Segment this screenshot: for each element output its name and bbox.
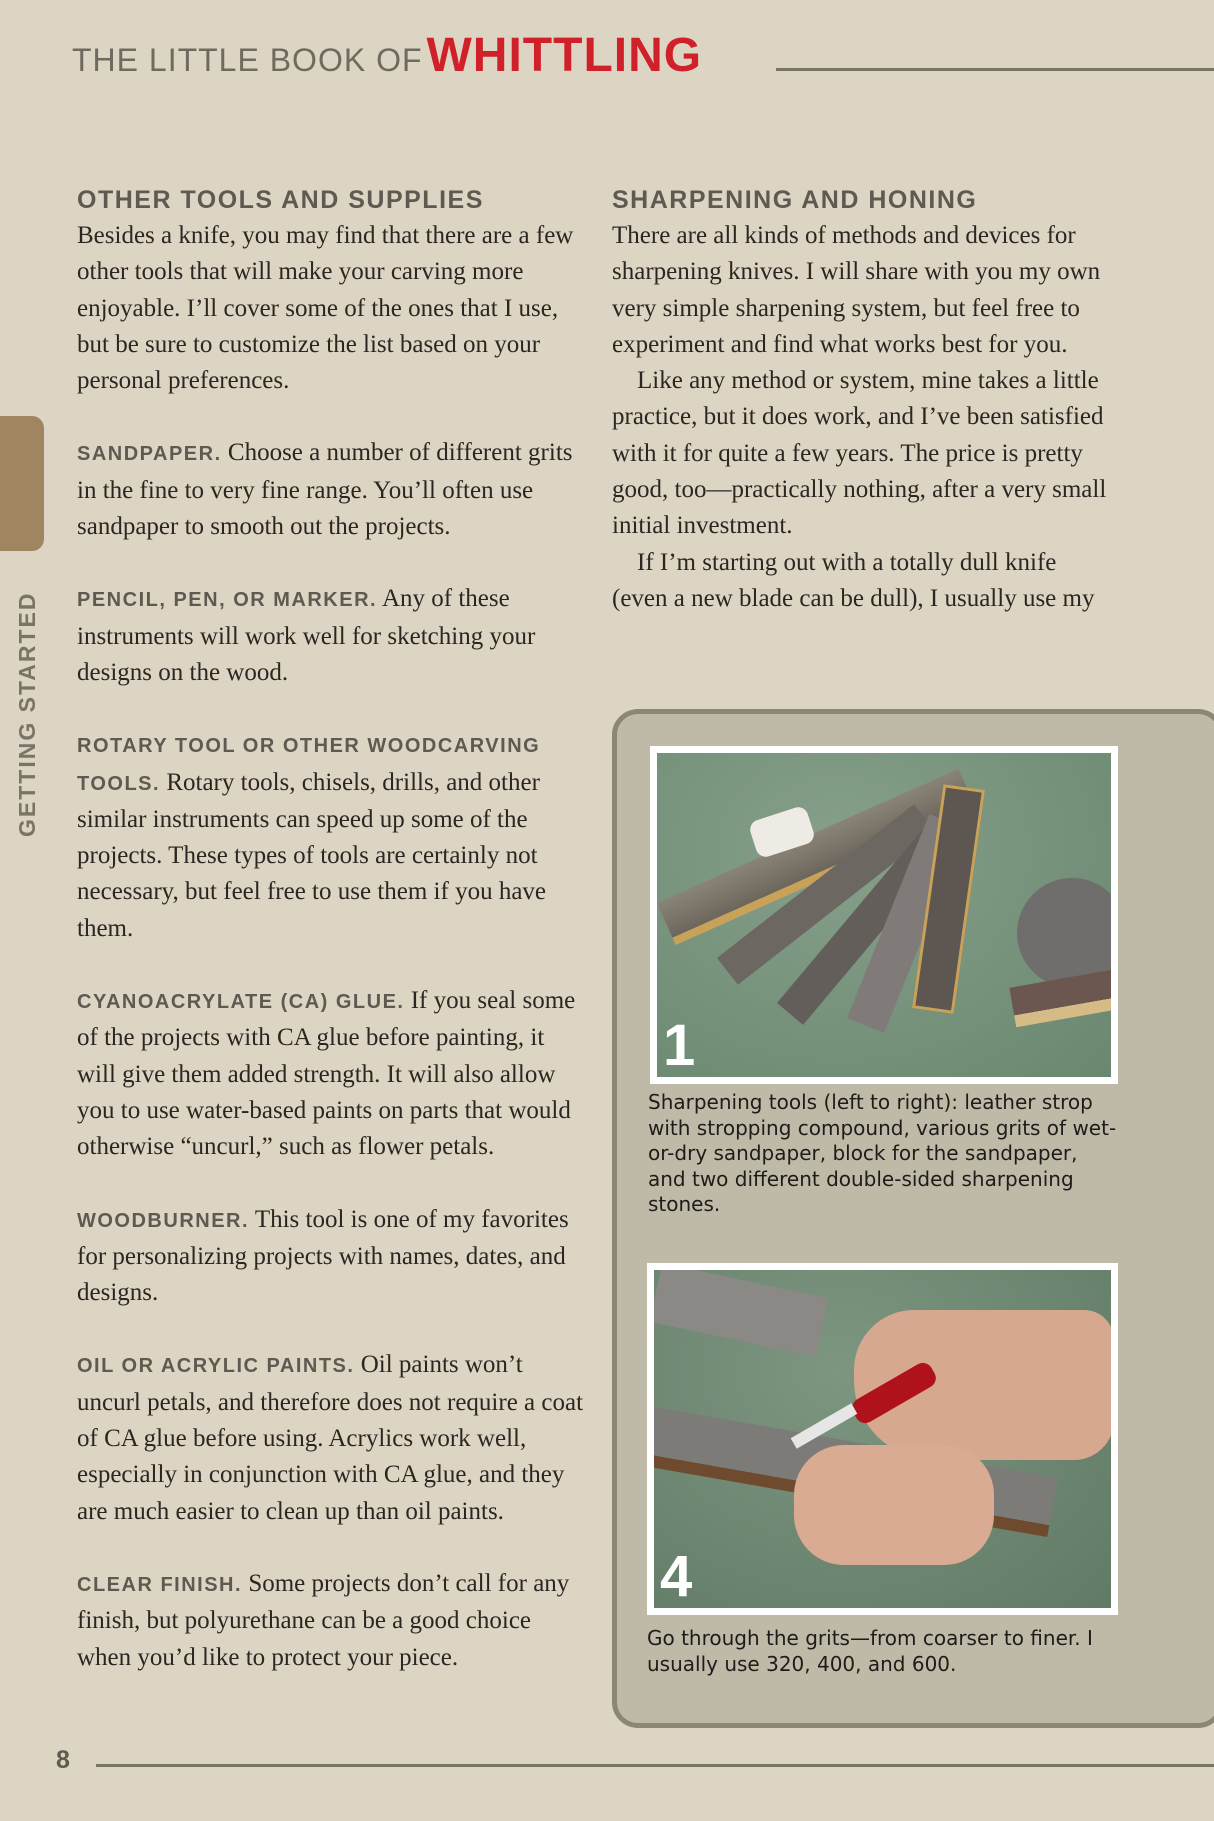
- paragraph: Like any method or system, mine takes a little practice, but it does work, and I’ve been satisfied with it for quite a few years. The price is pretty good, too—practically nothing, after a very small initial investment.: [612, 367, 1107, 540]
- item-ca-glue: [77, 983, 587, 1165]
- intro-paragraph: Besides a knife, you may find that there are a few other tools that will make your carving more enjoyable. I’ll cover some of the ones that I use, but be sure to customize the list based on your personal preferences.: [77, 222, 574, 395]
- photo-image: [654, 1270, 1111, 1608]
- photo-image: [657, 753, 1111, 1077]
- item-term: CYANOACRYLATE (CA) GLUE.: [77, 991, 405, 1014]
- header-prefix: THE LITTLE BOOK OF: [72, 42, 423, 78]
- item-term: OIL OR ACRYLIC PAINTS.: [77, 1355, 355, 1378]
- item-text: Choose a number of different grits in the fine to very fine range. You’ll often use sandpaper to smooth out the projects.: [77, 439, 573, 541]
- header-rule: [776, 68, 1214, 71]
- item-term: PENCIL, PEN, OR MARKER.: [77, 589, 378, 612]
- item-pencil: [77, 581, 587, 691]
- item-text: Rotary tools, chisels, drills, and other similar instruments can speed up some of the projects. These types of tools are certainly not necessary, but feel free to use them if you have them.: [77, 768, 547, 942]
- section-heading: OTHER TOOLS AND SUPPLIES: [77, 186, 484, 214]
- item-text: Some projects don’t call for any finish, but polyurethane can be a good choice when you’d like to protect your piece.: [77, 1569, 570, 1671]
- photo-sharpening-technique: [647, 1263, 1118, 1615]
- item-text: Any of these instruments will work well for sketching your designs on the wood.: [77, 585, 536, 686]
- item-text: Oil paints won’t uncurl petals, and therefore does not require a coat of CA glue before using. Acrylics work well, especially in conjunction with CA glue, and they are much easier to clean up than oil paints.: [77, 1351, 584, 1525]
- item-text: This tool is one of my favorites for personalizing projects with names, dates, and designs.: [77, 1205, 569, 1307]
- photo-number: 4: [660, 1544, 693, 1608]
- left-column: [77, 182, 587, 1712]
- item-rotary-tool: [77, 727, 587, 947]
- footer-rule: [96, 1764, 1214, 1767]
- item-term: ROTARY TOOL OR OTHER WOODCARVING TOOLS.: [77, 735, 541, 795]
- item-paints: [77, 1347, 587, 1529]
- photo-caption: Sharpening tools (left to right): leather strop with stropping compound, various grits of wet-or-dry sandpaper, block for the sandpaper, and two different double-sided sharpening stones.: [648, 1090, 1117, 1216]
- section-tab: [0, 416, 44, 551]
- item-clear-finish: [77, 1566, 587, 1676]
- item-woodburner: [77, 1202, 587, 1312]
- item-term: WOODBURNER.: [77, 1209, 250, 1232]
- running-header: [72, 28, 702, 83]
- item-term: CLEAR FINISH.: [77, 1573, 243, 1596]
- paragraph: There are all kinds of methods and devices for sharpening knives. I will share with you my own very simple sharpening system, but feel free to experiment and find what works best for you.: [612, 222, 1101, 358]
- photo-sharpening-tools: [650, 746, 1118, 1084]
- header-title: WHITTLING: [426, 29, 703, 82]
- section-heading: SHARPENING AND HONING: [612, 186, 978, 214]
- item-text: If you seal some of the projects with CA glue before painting, it will give them added strength. It will also allow you to use water-based paints on parts that would otherwise “uncurl,” such as flower petals.: [77, 987, 576, 1161]
- photo-caption: Go through the grits—from coarser to finer. I usually use 320, 400, and 600.: [647, 1626, 1093, 1676]
- photo-number: 1: [663, 1013, 696, 1077]
- page-number: 8: [56, 1746, 70, 1774]
- section-label: GETTING STARTED: [14, 591, 40, 837]
- paragraph: If I’m starting out with a totally dull knife (even a new blade can be dull), I usually use my: [612, 548, 1095, 612]
- item-sandpaper: [77, 435, 587, 545]
- item-term: SANDPAPER.: [77, 443, 222, 466]
- right-column: [612, 182, 1112, 617]
